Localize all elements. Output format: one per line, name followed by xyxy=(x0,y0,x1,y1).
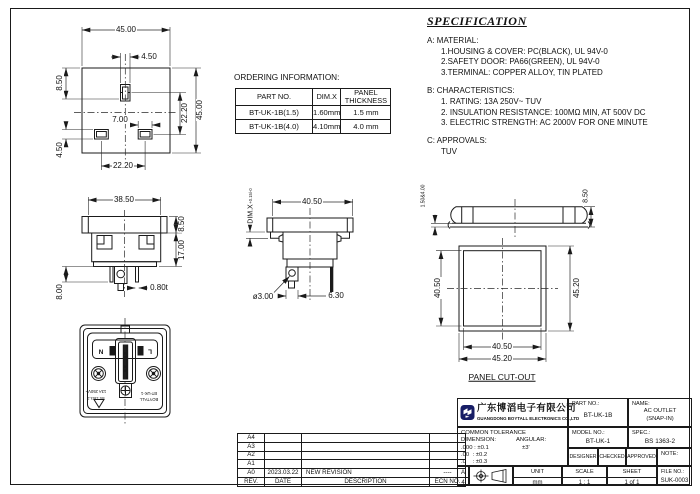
company-name-cn: 广东博滔电子有限公司 xyxy=(477,403,577,414)
specification-section xyxy=(427,16,695,158)
tolerance-row: .00 : ±0.2 xyxy=(461,451,488,458)
material-item: 3.TERMINAL: COPPER ALLOY, TIN PLATED xyxy=(441,68,603,78)
note-cell xyxy=(657,448,692,466)
rev-cell: NEW REVISION xyxy=(302,469,430,478)
material-item: 2.SAFETY DOOR: PA66(GREEN), UL 94V-0 xyxy=(441,57,600,67)
checked-label: CHECKED xyxy=(599,454,625,460)
dim-label: 45.20 xyxy=(491,354,513,363)
unit-cell xyxy=(513,466,562,486)
ordering-cell: 1.5 mm xyxy=(341,106,391,120)
rev-cell: A2 xyxy=(238,451,265,460)
rev-cell: A4 xyxy=(238,434,265,443)
sheet-size-bottom: 4 xyxy=(461,479,465,486)
dim-label: 6.30 xyxy=(328,291,344,300)
characteristics-item: 1. RATING: 13A 250V~ TUV xyxy=(441,96,542,106)
dim-label: 13A 250V~ xyxy=(85,389,107,395)
designer-cell xyxy=(568,448,598,466)
dim-label: BT-UK-1 xyxy=(140,391,158,397)
rev-cell: A1 xyxy=(238,460,265,469)
projection-symbol-cell xyxy=(469,466,513,486)
name-label: NAME: xyxy=(632,400,650,407)
title-block xyxy=(457,398,692,486)
model-no-value: BT-UK-1 xyxy=(585,438,611,445)
dim-label: N xyxy=(98,346,104,354)
side-view xyxy=(62,197,182,297)
dim-label: 22.20 xyxy=(112,161,134,170)
note-label: NOTE: xyxy=(661,450,679,457)
dim-label: BS 1363-2 xyxy=(87,395,105,400)
dim-label: 17.00 xyxy=(177,239,186,261)
rev-cell xyxy=(265,442,302,451)
company-cell xyxy=(457,398,580,427)
ordering-col-dimx: DIM.X xyxy=(313,89,341,106)
spec-cell xyxy=(628,427,692,448)
dimension-label: DIMENSION: xyxy=(461,437,497,443)
approved-cell xyxy=(626,448,657,466)
rev-cell: ---- xyxy=(430,469,466,478)
dim-label: 38.50 xyxy=(113,195,135,204)
dim-label: 45.00 xyxy=(195,99,204,121)
angular-label: ANGULAR: xyxy=(516,437,547,443)
dim-label: 45.20 xyxy=(572,277,581,299)
name-value-line1: AC OUTLET xyxy=(643,408,677,414)
name-cell xyxy=(628,398,692,427)
rev-cell: 2023.03.22 xyxy=(265,469,302,478)
scale-value: 1 : 1 xyxy=(578,480,591,486)
ordering-cell: 1.60mm xyxy=(313,106,341,120)
scale-label: SCALE xyxy=(575,469,594,475)
designer-label: DESIGNER xyxy=(569,454,597,460)
dim-label: L xyxy=(148,346,152,354)
dim-label: 40.50 xyxy=(301,197,323,206)
dim-label: 8.00 xyxy=(55,284,64,300)
dim-label: 8.50 xyxy=(582,189,590,203)
checked-cell xyxy=(598,448,626,466)
dim-label: ø3.00 xyxy=(252,292,274,301)
company-name-en: GUANGDONG BOYTALL ELECTRONICS CO.,LTD xyxy=(477,416,580,421)
specification-title: SPECIFICATION xyxy=(427,14,527,28)
dim-label: 7.00 xyxy=(112,115,128,124)
angular-value: ±3' xyxy=(522,444,530,451)
dim-label: DIM.X xyxy=(247,204,255,224)
rev-cell xyxy=(302,460,430,469)
dim-label: 40.50 xyxy=(433,277,442,299)
approvals-heading: C: APPROVALS: xyxy=(427,136,487,146)
sheet-label: SHEET xyxy=(622,469,642,475)
spec-value: BS 1363-2 xyxy=(644,438,676,445)
ordering-col-thickness-line2: THICKNESS xyxy=(344,96,388,105)
dim-label: 22.20 xyxy=(180,102,189,124)
rev-header: DATE xyxy=(265,477,302,486)
file-no-label: FILE NO.: xyxy=(661,468,685,475)
dim-label: 8.50 xyxy=(177,216,186,232)
part-no-label: PART NO.: xyxy=(572,400,600,407)
characteristics-item: 3. ELECTRIC STRENGTH: AC 2000V FOR ONE MINUTE xyxy=(441,118,648,128)
rev-cell xyxy=(302,434,430,443)
approvals-item: TUV xyxy=(441,146,457,156)
dim-label: 0.80t xyxy=(150,283,168,292)
dim-label: PANEL CUT-OUT xyxy=(468,371,536,382)
rev-cell xyxy=(265,434,302,443)
dim-label: 40.50 xyxy=(491,342,513,351)
ordering-cell: BT-UK-1B(1.5) xyxy=(236,106,313,120)
rear-view xyxy=(80,318,170,424)
ordering-table xyxy=(235,88,391,134)
file-no-value: SUK-0003 xyxy=(660,478,689,484)
tolerance-row: .0 : ±0.3 xyxy=(461,458,488,465)
dimx-view xyxy=(246,199,353,300)
dim-label: 1.50&4.00 xyxy=(420,184,427,208)
tolerance-cell xyxy=(457,427,568,466)
unit-label: UNIT xyxy=(530,469,545,475)
tolerance-title: COMMON TOLERANCE xyxy=(461,429,526,436)
third-angle-projection-icon xyxy=(470,467,512,485)
rev-cell xyxy=(302,451,430,460)
model-no-label: MODEL NO.: xyxy=(572,429,605,436)
material-item: 1.HOUSING & COVER: PC(BLACK), UL 94V-0 xyxy=(441,46,608,56)
dim-label: 4.50 xyxy=(141,52,157,61)
dim-label: 45.00 xyxy=(115,25,137,34)
material-heading: A: MATERIAL: xyxy=(427,35,479,45)
revision-table xyxy=(237,433,466,487)
part-no-value: BT-UK-1B xyxy=(583,412,613,419)
panel-section-view xyxy=(431,199,595,237)
rev-header: DESCRIPTION xyxy=(302,477,430,486)
sheet-value: 1 of 1 xyxy=(624,480,640,486)
ordering-col-thickness xyxy=(341,89,391,106)
rev-cell xyxy=(265,451,302,460)
sheet-size-cell xyxy=(457,466,469,486)
spec-label: SPEC.: xyxy=(632,429,651,436)
ordering-col-part: PART NO. xyxy=(236,89,313,106)
rev-header: ECN NO. xyxy=(430,477,466,486)
characteristics-item: 2. INSULATION RESISTANCE: 100MΩ MIN, AT 500V DC xyxy=(441,107,646,117)
dim-label: 8.50 xyxy=(55,75,64,91)
scale-cell xyxy=(562,466,607,486)
rev-cell xyxy=(302,442,430,451)
ordering-cell: BT-UK-1B(4.0) xyxy=(236,120,313,134)
characteristics-heading: B: CHARACTERISTICS: xyxy=(427,85,515,95)
name-value-line2: (SNAP-IN) xyxy=(646,416,674,422)
ordering-cell: 4.0 mm xyxy=(341,120,391,134)
ordering-col-thickness-line1: PANEL xyxy=(354,88,378,98)
rev-header: REV. xyxy=(238,477,265,486)
rev-cell: A3 xyxy=(238,442,265,451)
file-no-cell xyxy=(657,466,692,486)
dim-label: BOYTALL xyxy=(139,396,159,402)
rev-cell: A0 xyxy=(238,469,265,478)
rev-cell xyxy=(265,460,302,469)
approved-label: APPROVED xyxy=(627,454,656,460)
model-no-cell xyxy=(568,427,628,448)
front-view xyxy=(62,27,201,170)
dim-label: 4.50 xyxy=(55,142,64,158)
dim-label: +0.15/-0 xyxy=(247,188,253,204)
tolerance-row: .000 : ±0.1 xyxy=(461,444,489,451)
sheet-size-top: A xyxy=(460,469,465,476)
sheet-cell xyxy=(607,466,657,486)
unit-value: mm xyxy=(532,480,543,486)
ordering-cell: 4.10mm xyxy=(313,120,341,134)
company-logo-icon xyxy=(460,404,475,421)
ordering-information-title: ORDERING INFORMATION: xyxy=(234,73,340,82)
part-no-cell xyxy=(568,398,628,427)
